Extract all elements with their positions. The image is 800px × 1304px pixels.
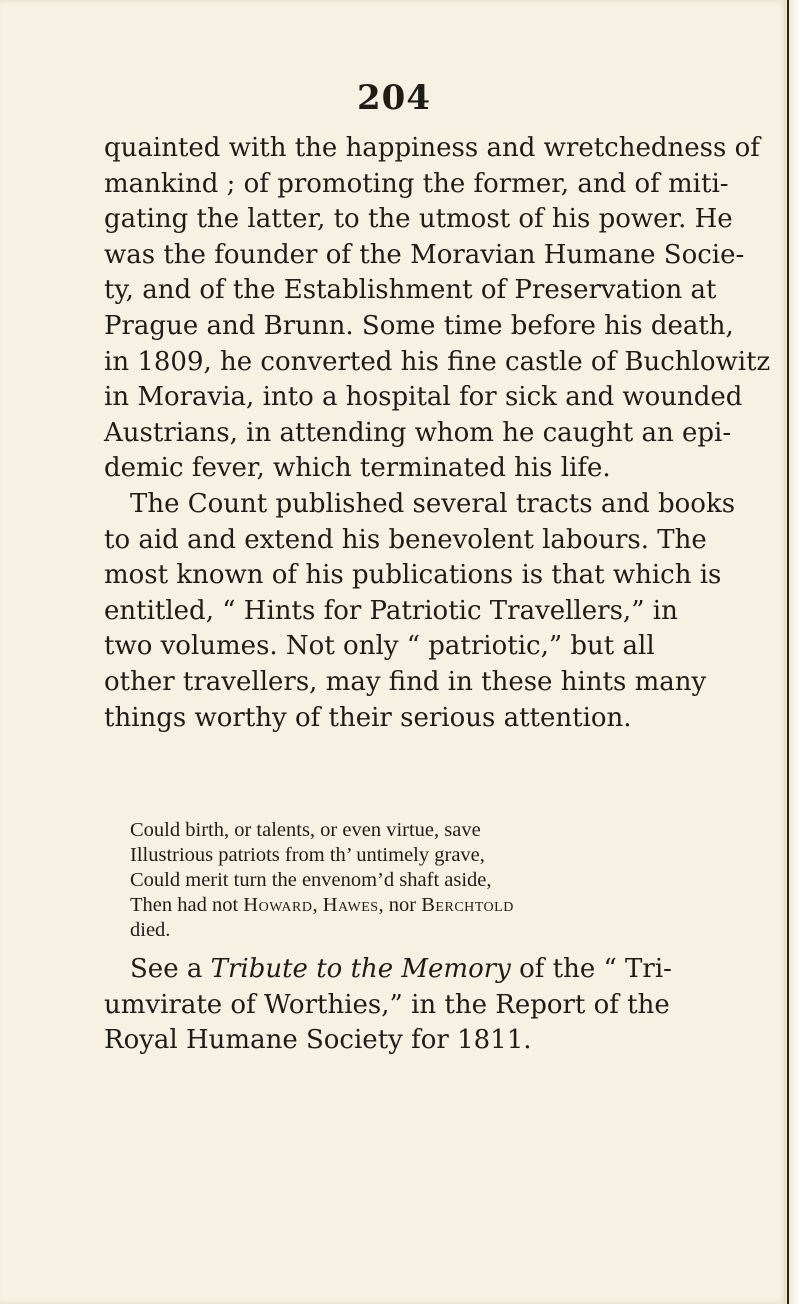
verse-line	[130, 893, 730, 918]
note-line: Royal Humane Society for 1811.	[104, 1025, 532, 1056]
text-line: in 1809, he converted his fine castle of Buchlowitz	[104, 346, 771, 377]
text-line: was the founder of the Moravian Humane Socie-	[104, 239, 745, 270]
text-line: gating the latter, to the utmost of his power. He	[104, 204, 733, 235]
text-line: other travellers, may find in these hints many	[104, 666, 707, 697]
name-hawes: Hawes	[322, 894, 379, 916]
verse-line: Could birth, or talents, or even virtue, save	[130, 819, 481, 841]
text-line: The Count published several tracts and books	[130, 488, 736, 519]
note-line: umvirate of Worthies,” in the Report of the	[104, 989, 670, 1020]
text-line: mankind ; of promoting the former, and of miti-	[104, 168, 729, 199]
name-berchtold: Berchtold	[421, 894, 514, 916]
text-line: quainted with the happiness and wretchedness of	[104, 133, 760, 163]
text-line: most known of his publications is that which is	[104, 560, 722, 591]
verse-line: Could merit turn the envenom’d shaft aside,	[130, 869, 492, 891]
tribute-title: Tribute to the Memory	[210, 954, 511, 984]
note-text: See a	[130, 954, 211, 984]
verse-line: Illustrious patriots from th’ untimely grave,	[130, 844, 485, 866]
name-howard: Howard	[243, 894, 313, 916]
main-text	[104, 131, 771, 736]
note-text: of the “ Tri-	[510, 954, 672, 984]
text-line: two volumes. Not only “ patriotic,” but all	[104, 631, 655, 662]
text-line: ty, and of the Establishment of Preservation at	[104, 275, 717, 306]
page-number: 204	[357, 78, 431, 118]
text-line: things worthy of their serious attention.	[104, 702, 632, 733]
text-line: in Moravia, into a hospital for sick and wounded	[104, 382, 743, 413]
text-line: entitled, “ Hints for Patriotic Travellers,” in	[104, 595, 678, 626]
verse-text: Then had not	[130, 894, 244, 916]
verse-text: ,	[312, 894, 323, 916]
text-line: Prague and Brunn. Some time before his death,	[104, 310, 734, 341]
closing-note	[104, 952, 732, 1059]
page-edge-line	[787, 0, 789, 1304]
text-line: demic fever, which terminated his life.	[104, 453, 611, 484]
verse-line: died.	[130, 919, 171, 941]
text-line: to aid and extend his benevolent labours. The	[104, 524, 707, 555]
verse-text: , nor	[378, 894, 422, 916]
verse-quote	[130, 818, 730, 943]
note-line	[104, 952, 732, 988]
text-line: Austrians, in attending whom he caught an epi-	[104, 417, 732, 448]
